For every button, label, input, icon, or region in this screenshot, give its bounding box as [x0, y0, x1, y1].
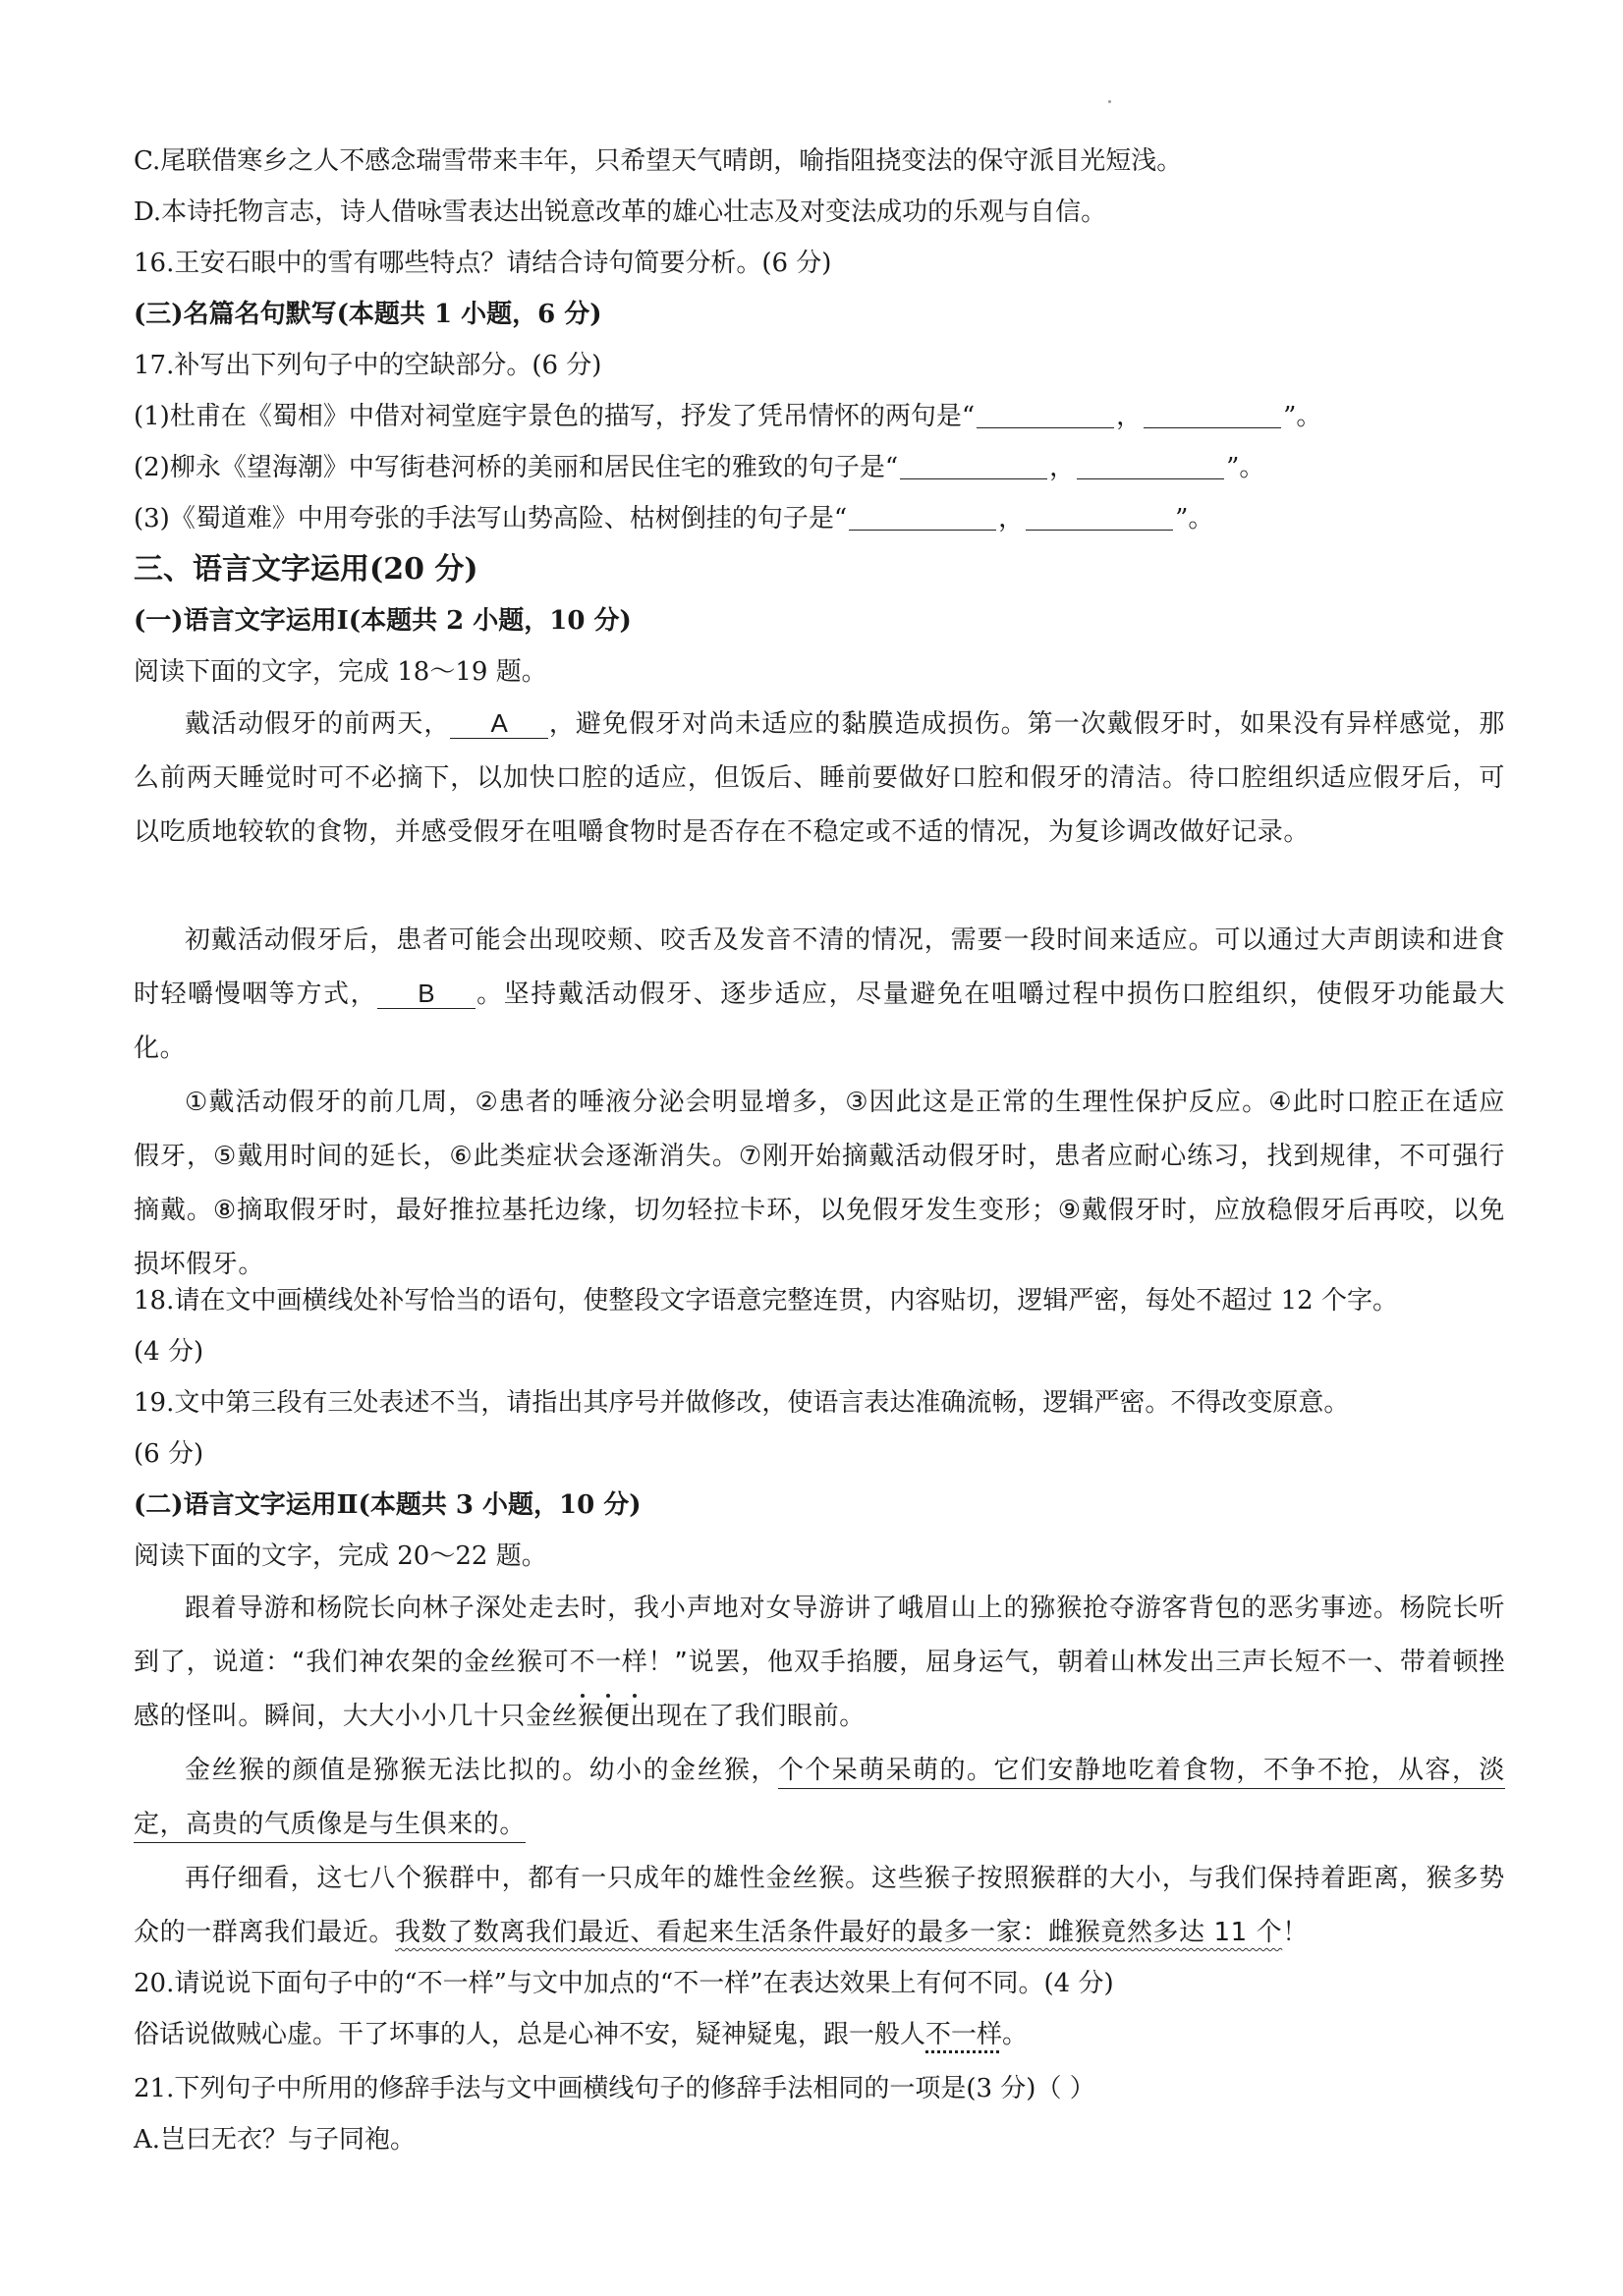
paragraph-3: ①戴活动假牙的前几周，②患者的唾液分泌会明显增多，③因此这是正常的生理性保护反应。④此时口腔正在适应假牙，⑤戴用时间的延长，⑥此类症状会逐渐消失。⑦刚开始摘戴活动假牙时，患者应耐心练习，找到规律，不可强行摘戴。⑧摘取假牙时，最好推拉基托边缘，切勿轻拉卡环，以免假牙发生变形；⑨戴假牙时，应放稳假牙后再咬，以免损坏假牙。	[134, 1088, 1505, 1279]
q17-1-text: (1)杜甫在《蜀相》中借对祠堂庭宇景色的描写，抒发了凭吊情怀的两句是“	[134, 402, 976, 431]
paragraph-4	[134, 1582, 1505, 1744]
paragraph-5	[134, 1744, 1505, 1852]
paragraph-1	[134, 698, 1505, 860]
close-quote: ”。	[1226, 453, 1265, 482]
p2-text-a: 初戴活动假牙后，患者可能会出现咬颊、咬舌及发音不清的情况，需要一段时间来适应。可以通过大声朗读和进食时轻嚼慢咽等方式，	[134, 925, 1505, 1009]
option-c: C.尾联借寒乡之人不感念瑞雪带来丰年，只希望天气晴朗，喻指阻挠变法的保守派目光短浅。	[134, 146, 1183, 176]
p2-text-b: 。坚持戴活动假牙、逐步适应，尽量避免在咀嚼过程中损伤口腔组织，使假牙功能最大化。	[134, 980, 1505, 1063]
p4-text-a: 跟着导游和杨院长向林子深处走去时，我小声地对女导游讲了峨眉山上的猕猴抢夺游客背包的恶劣事迹。杨院长听到了，说道：“我们神农架的金丝猴可	[134, 1594, 1505, 1677]
answer-blank[interactable]	[1026, 500, 1173, 531]
close-quote: ”。	[1175, 504, 1214, 533]
question-20-sentence	[134, 2009, 1505, 2060]
p5-text-a: 金丝猴的颜值是猕猴无法比拟的。幼小的金丝猴，	[185, 1756, 778, 1785]
answer-blank[interactable]	[977, 398, 1114, 428]
q17-3-text: (3)《蜀道难》中用夸张的手法写山势高险、枯树倒挂的句子是“	[134, 504, 848, 533]
answer-blank[interactable]	[1077, 449, 1224, 479]
comma: ，	[998, 504, 1025, 533]
close-quote: ”。	[1283, 402, 1322, 431]
section-title-language-use-2: (二)语言文字运用Ⅱ(本题共 3 小题，10 分)	[134, 1490, 642, 1520]
option-a: A.岂曰无衣？与子同袍。	[134, 2125, 417, 2155]
scan-mark	[1108, 100, 1111, 103]
dotted-char: 样	[622, 1636, 648, 1690]
blank-a[interactable]: A	[450, 708, 548, 739]
comma: ，	[1116, 402, 1143, 431]
option-d: D.本诗托物言志，诗人借咏雪表达出锐意改革的雄心壮志及对变法成功的乐观与自信。	[134, 197, 1107, 227]
blank-b[interactable]: B	[377, 979, 476, 1009]
question-20: 20.请说说下面句子中的“不一样”与文中加点的“不一样”在表达效果上有何不同。(4 分)	[134, 1969, 1114, 1998]
p1-text-a: 戴活动假牙的前两天，	[185, 709, 451, 739]
section-title-famous-lines: (三)名篇名句默写(本题共 1 小题，6 分)	[134, 300, 602, 329]
question-18: 18.请在文中画横线处补写恰当的语句，使整段文字语意完整连贯，内容贴切，逻辑严密，每处不超过 12 个字。	[134, 1286, 1398, 1316]
question-17: 17.补写出下列句子中的空缺部分。(6 分)	[134, 351, 602, 380]
question-17-3	[134, 493, 1505, 544]
question-17-1	[134, 391, 1505, 442]
question-19-score: (6 分)	[134, 1439, 204, 1469]
wavy-underlined-sentence: 我数了数离我们最近、看起来生活条件最好的最多一家：雌猴竟然多达 11 个	[395, 1918, 1283, 1947]
question-17-2	[134, 442, 1505, 493]
p1-text-b: ，避免假牙对尚未适应的黏膜造成损伤。第一次戴假牙时，如果没有异样感觉，那么前两天睡觉时可不必摘下，以加快口腔的适应，但饭后、睡前要做好口腔和假牙的清洁。待口腔组织适应假牙后，可以吃质地较软的食物，并感受假牙在咀嚼食物时是否存在不稳定或不适的情况，为复诊调改做好记录。	[134, 709, 1505, 847]
underlined-sentence: 个个呆萌呆萌的。它们安静地吃着食物，不争不抢，从容，淡定，高贵的气质像是与生俱来的。	[134, 1756, 1505, 1843]
question-16: 16.王安石眼中的雪有哪些特点？请结合诗句简要分析。(6 分)	[134, 249, 832, 278]
section-title-language-use-1: (一)语言文字运用Ⅰ(本题共 2 小题，10 分)	[134, 606, 632, 636]
comma: ，	[1049, 453, 1076, 482]
p4-text-b: ！”说罢，他双手掐腰，屈身运气，朝着山林发出三声长短不一、带着顿挫感的怪叫。瞬间，大大小小几十只金丝猴便出现在了我们眼前。	[134, 1648, 1505, 1731]
q20-sentence-text: 俗话说做贼心虚。干了坏事的人，总是心神不安，疑神疑鬼，跟一般人	[134, 2020, 926, 2049]
reading-instruction-1: 阅读下面的文字，完成 18～19 题。	[134, 657, 547, 687]
question-18-score: (4 分)	[134, 1337, 204, 1367]
paragraph-6	[134, 1852, 1505, 1960]
question-19: 19.文中第三段有三处表述不当，请指出其序号并做修改，使语言表达准确流畅，逻辑严密。不得改变原意。	[134, 1388, 1350, 1418]
p6-text-b: ！	[1282, 1918, 1309, 1947]
answer-blank[interactable]	[1144, 398, 1281, 428]
reading-instruction-2: 阅读下面的文字，完成 20～22 题。	[134, 1541, 547, 1571]
p6-text-a: 再仔细看，这七八个猴群中，都有一只成年的雄性金丝猴。这些猴子按照猴群的大小，与我们保持着距离，猴多势众的一群离我们最近。	[134, 1864, 1505, 1947]
paragraph-2	[134, 914, 1505, 1076]
q20-sentence-end: 。	[1002, 2020, 1029, 2049]
answer-blank[interactable]	[900, 449, 1047, 479]
question-21: 21.下列句子中所用的修辞手法与文中画横线句子的修辞手法相同的一项是(3 分)（ ）	[134, 2074, 1095, 2103]
dotted-phrase: 不一样	[925, 2020, 1003, 2049]
dotted-char: 一	[595, 1636, 622, 1690]
part-title-language-use: 三、语言文字运用(20 分)	[134, 552, 478, 587]
answer-blank[interactable]	[849, 500, 996, 531]
dotted-char: 不	[569, 1636, 595, 1690]
q17-2-text: (2)柳永《望海潮》中写街巷河桥的美丽和居民住宅的雅致的句子是“	[134, 453, 899, 482]
